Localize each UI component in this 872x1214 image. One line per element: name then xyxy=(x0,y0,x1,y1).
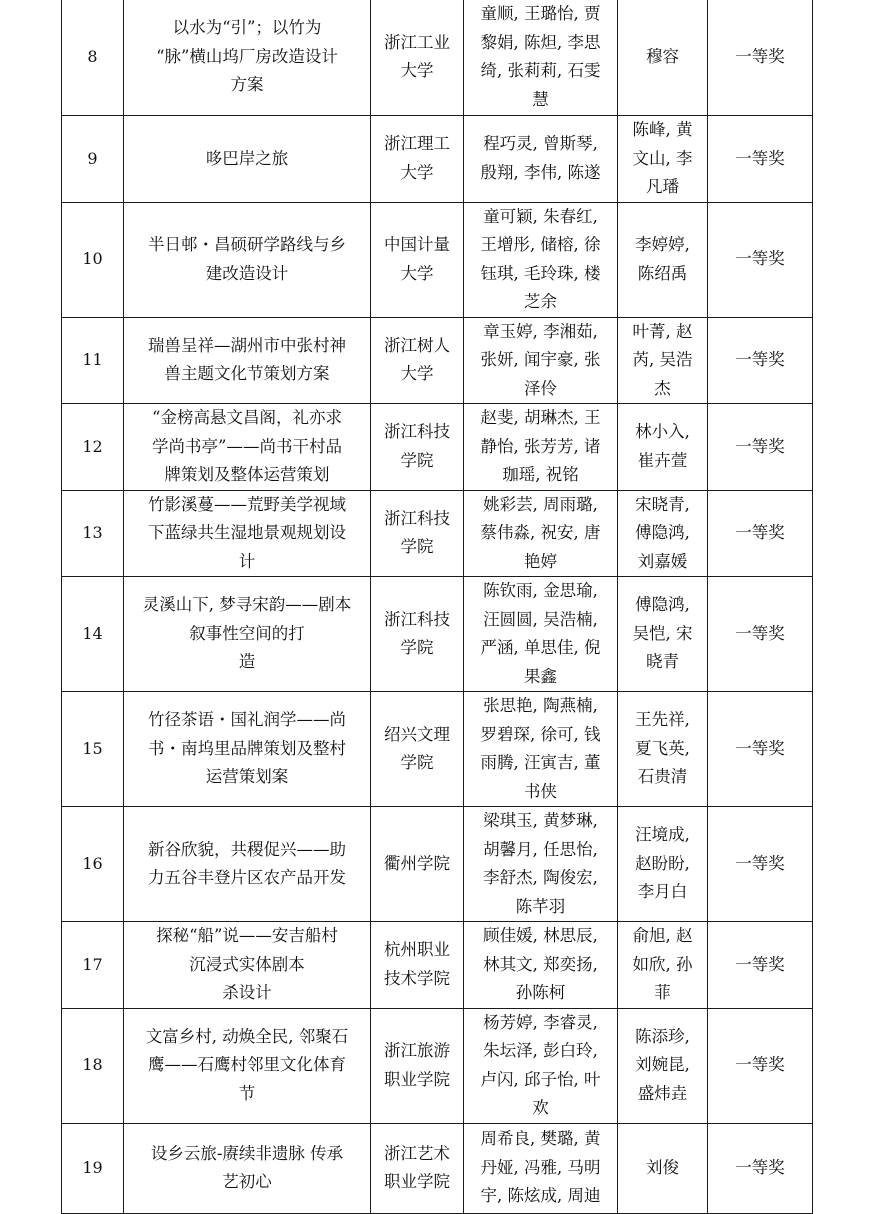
team-members-line: 顾佳媛, 林思辰, xyxy=(483,926,598,945)
advisor-teachers-cell xyxy=(618,577,708,692)
project-title-line: 叙事性空间的打 xyxy=(189,623,305,643)
award-level-cell: 一等奖 xyxy=(708,202,813,317)
advisor-teachers-line: 文山, 李 xyxy=(632,148,693,168)
team-members-line: 宇, 陈炫成, 周迪 xyxy=(480,1186,601,1206)
serial-number-cell: 15 xyxy=(62,692,124,807)
team-members-line: 朱坛泽, 彭白玲, xyxy=(483,1041,598,1060)
team-members-line: 陈芊羽 xyxy=(515,896,566,916)
serial-number-cell: 19 xyxy=(62,1123,124,1213)
award-level-cell: 一等奖 xyxy=(708,807,813,922)
team-members-line: 泽伶 xyxy=(524,378,557,398)
advisor-teachers-cell xyxy=(618,807,708,922)
school-line: 浙江科技 xyxy=(384,609,450,629)
team-members-line: 童顺, 王璐怡, 贾 xyxy=(480,4,601,23)
project-title-cell xyxy=(124,317,371,404)
project-title-line: “脉”横山坞厂房改造设计 xyxy=(156,46,338,66)
serial-number-cell: 13 xyxy=(62,490,124,577)
team-members-cell xyxy=(464,317,618,404)
team-members-line: 李舒杰, 陶俊宏, xyxy=(483,868,598,887)
advisor-teachers-cell xyxy=(618,1123,708,1213)
project-title-line: 造 xyxy=(238,652,256,672)
table-row xyxy=(62,577,813,692)
advisor-teachers-cell xyxy=(618,404,708,491)
project-title-cell xyxy=(124,490,371,577)
advisor-teachers-line: 芮, 吴浩 xyxy=(632,350,693,369)
award-level-cell: 一等奖 xyxy=(708,116,813,203)
school-cell xyxy=(371,317,464,404)
project-title-cell xyxy=(124,0,371,116)
team-members-line: 芝余 xyxy=(524,292,557,311)
team-members-line: 雨腾, 汪寅吉, 董 xyxy=(480,753,601,772)
advisor-teachers-cell xyxy=(618,1008,708,1123)
school-line: 技术学院 xyxy=(384,968,450,988)
team-members-line: 钰琪, 毛玲珠, 楼 xyxy=(480,263,601,283)
advisor-teachers-cell xyxy=(618,692,708,807)
team-members-line: 丹娅, 冯雅, 马明 xyxy=(480,1157,601,1177)
school-line: 浙江科技 xyxy=(384,422,450,442)
table-row xyxy=(62,922,813,1009)
advisor-teachers-line: 穆容 xyxy=(646,46,679,66)
advisor-teachers-line: 王先祥, xyxy=(635,710,690,730)
project-title-cell xyxy=(124,922,371,1009)
serial-number-cell: 18 xyxy=(62,1008,124,1123)
award-level-cell: 一等奖 xyxy=(708,0,813,116)
advisor-teachers-cell xyxy=(618,202,708,317)
advisor-teachers-line: 凡璠 xyxy=(646,177,679,196)
school-line: 杭州职业 xyxy=(384,940,450,960)
team-members-cell xyxy=(464,202,618,317)
team-members-cell xyxy=(464,922,618,1009)
advisor-teachers-line: 李婷婷, xyxy=(635,235,690,254)
project-title-cell xyxy=(124,807,371,922)
team-members-cell xyxy=(464,1123,618,1213)
serial-number-cell: 12 xyxy=(62,404,124,491)
project-title-cell xyxy=(124,1123,371,1213)
school-cell xyxy=(371,116,464,203)
table-row xyxy=(62,807,813,922)
advisor-teachers-line: 宋晓青, xyxy=(635,494,690,514)
table-row xyxy=(62,0,813,116)
project-title-line: 建改造设计 xyxy=(205,263,289,283)
school-cell xyxy=(371,202,464,317)
school-cell xyxy=(371,490,464,577)
advisor-teachers-line: 杰 xyxy=(654,378,671,398)
serial-number-cell: 17 xyxy=(62,922,124,1009)
school-line: 浙江树人 xyxy=(384,335,450,355)
team-members-line: 汪圆圆, 吴浩楠, xyxy=(483,609,598,629)
award-level-cell: 一等奖 xyxy=(708,1123,813,1213)
serial-number-cell: 11 xyxy=(62,317,124,404)
team-members-line: 书侠 xyxy=(524,781,557,801)
school-line: 大学 xyxy=(400,364,434,384)
award-level-cell: 一等奖 xyxy=(708,922,813,1009)
table-row xyxy=(62,404,813,491)
team-members-line: 果鑫 xyxy=(524,666,557,686)
team-members-line: 蔡伟淼, 祝安, 唐 xyxy=(480,523,601,542)
advisor-teachers-line: 盛炜垚 xyxy=(637,1083,688,1103)
table-row xyxy=(62,692,813,807)
school-cell xyxy=(371,577,464,692)
team-members-line: 赵斐, 胡琳杰, 王 xyxy=(480,408,601,427)
school-cell xyxy=(371,922,464,1009)
award-level-cell: 一等奖 xyxy=(708,490,813,577)
table-row xyxy=(62,490,813,577)
team-members-line: 林其文, 郑奕扬, xyxy=(483,954,598,974)
project-title-line: 哆巴岸之旅 xyxy=(205,148,289,168)
team-members-line: 章玉婷, 李湘茹, xyxy=(483,321,598,341)
project-title-line: 鹰——石鹰村邻里文化体育 xyxy=(148,1055,346,1075)
team-members-cell xyxy=(464,1008,618,1123)
team-members-line: 绮, 张莉莉, 石雯 xyxy=(480,61,601,80)
advisor-teachers-line: 刘嘉媛 xyxy=(637,551,688,571)
team-members-line: 杨芳婷, 李睿灵, xyxy=(483,1012,598,1032)
advisor-teachers-cell xyxy=(618,0,708,116)
school-line: 浙江旅游 xyxy=(384,1041,450,1060)
team-members-line: 童可颖, 朱春红, xyxy=(483,206,598,226)
table-row xyxy=(62,116,813,203)
school-cell xyxy=(371,404,464,491)
team-members-line: 欢 xyxy=(532,1098,549,1117)
project-title-line: 计 xyxy=(238,551,256,571)
advisor-teachers-line: 傅隐鸿, xyxy=(635,595,690,615)
team-members-cell xyxy=(464,404,618,491)
team-members-line: 罗碧琛, 徐可, 钱 xyxy=(480,724,601,744)
project-title-cell xyxy=(124,577,371,692)
advisor-teachers-line: 如欣, 孙 xyxy=(632,954,693,974)
school-line: 学院 xyxy=(400,753,434,772)
project-title-line: 探秘“船”说——安吉船村 xyxy=(156,926,338,945)
school-line: 大学 xyxy=(400,263,434,283)
advisor-teachers-cell xyxy=(618,922,708,1009)
table-row xyxy=(62,1008,813,1123)
school-line: 绍兴文理 xyxy=(384,724,450,744)
school-line: 大学 xyxy=(400,162,434,182)
school-line: 大学 xyxy=(400,61,434,80)
team-members-line: 胡馨月, 任思怡, xyxy=(483,839,598,859)
team-members-cell xyxy=(464,807,618,922)
advisor-teachers-line: 陈添珍, xyxy=(635,1026,690,1046)
table-row xyxy=(62,317,813,404)
school-cell xyxy=(371,1008,464,1123)
team-members-line: 程巧灵, 曾斯琴, xyxy=(483,134,598,154)
advisor-teachers-line: 陈峰, 黄 xyxy=(632,120,693,139)
project-title-line: 瑞兽呈祥—湖州市中张村神 xyxy=(148,335,346,355)
project-title-line: 以水为“引”；以竹为 xyxy=(172,18,322,38)
project-title-line: 竹径茶语・国礼润学——尚 xyxy=(148,710,346,730)
team-members-line: 严涵, 单思佳, 倪 xyxy=(480,638,601,657)
team-members-line: 艳婷 xyxy=(524,551,557,571)
project-title-cell xyxy=(124,1008,371,1123)
award-level-cell: 一等奖 xyxy=(708,1008,813,1123)
school-cell xyxy=(371,1123,464,1213)
team-members-line: 珈瑶, 祝铭 xyxy=(502,465,579,484)
school-line: 学院 xyxy=(400,638,434,657)
advisor-teachers-line: 汪境成, xyxy=(635,825,690,845)
project-title-line: 设乡云旅-赓续非遗脉 传承 xyxy=(150,1143,344,1163)
project-title-line: 书・南坞里品牌策划及整村 xyxy=(148,738,346,758)
project-title-line: 新谷欣貌，共稷促兴——助 xyxy=(148,839,346,859)
project-title-line: “金榜高悬文昌阁，礼亦求 xyxy=(152,408,342,427)
project-title-line: 艺初心 xyxy=(222,1172,272,1191)
advisor-teachers-line: 崔卉萱 xyxy=(637,450,688,470)
serial-number-cell: 10 xyxy=(62,202,124,317)
project-title-line: 节 xyxy=(238,1083,256,1103)
advisor-teachers-line: 傅隐鸿, xyxy=(635,523,690,542)
serial-number-cell: 8 xyxy=(62,0,124,116)
team-members-line: 殷翔, 李伟, 陈遂 xyxy=(480,162,601,182)
advisor-teachers-line: 李月白 xyxy=(637,882,688,902)
school-line: 职业学院 xyxy=(384,1069,450,1089)
school-line: 浙江工业 xyxy=(384,32,450,52)
team-members-cell xyxy=(464,692,618,807)
advisor-teachers-line: 吴恺, 宋 xyxy=(632,623,693,643)
advisor-teachers-line: 俞旭, 赵 xyxy=(632,926,693,945)
project-title-line: 方案 xyxy=(230,75,264,95)
team-members-line: 慧 xyxy=(532,89,549,109)
project-title-line: 运营策划案 xyxy=(205,767,289,787)
awards-table xyxy=(61,0,813,1214)
advisor-teachers-line: 赵盼盼, xyxy=(635,853,690,873)
project-title-cell xyxy=(124,404,371,491)
award-level-cell: 一等奖 xyxy=(708,692,813,807)
project-title-line: 灵溪山下, 梦寻宋韵——剧本 xyxy=(142,595,352,615)
team-members-line: 张思艳, 陶燕楠, xyxy=(483,696,598,715)
advisor-teachers-cell xyxy=(618,116,708,203)
team-members-line: 梁琪玉, 黄梦琳, xyxy=(483,811,598,830)
advisor-teachers-line: 叶菁, 赵 xyxy=(632,321,693,341)
team-members-cell xyxy=(464,116,618,203)
school-line: 中国计量 xyxy=(384,235,450,254)
team-members-line: 陈钦雨, 金思瑜, xyxy=(483,581,598,600)
project-title-cell xyxy=(124,692,371,807)
school-line: 衢州学院 xyxy=(384,853,450,873)
school-line: 学院 xyxy=(400,537,434,557)
advisor-teachers-line: 菲 xyxy=(654,983,671,1002)
project-title-line: 牌策划及整体运营策划 xyxy=(164,465,330,484)
advisor-teachers-line: 夏飞英, xyxy=(635,738,690,758)
serial-number-cell: 16 xyxy=(62,807,124,922)
team-members-cell xyxy=(464,0,618,116)
school-line: 浙江艺术 xyxy=(384,1143,450,1163)
advisor-teachers-cell xyxy=(618,317,708,404)
team-members-line: 张妍, 闻宇豪, 张 xyxy=(480,350,601,369)
awards-table-body xyxy=(62,0,813,1213)
team-members-line: 王增彤, 储榕, 徐 xyxy=(480,235,601,254)
project-title-line: 下蓝绿共生湿地景观规划设 xyxy=(148,523,346,542)
team-members-line: 周希良, 樊璐, 黄 xyxy=(480,1129,601,1149)
project-title-line: 学尚书亭”——尚书干村品 xyxy=(152,436,342,456)
team-members-line: 静怡, 张芳芳, 诸 xyxy=(480,436,601,456)
advisor-teachers-line: 石贵清 xyxy=(637,767,688,787)
advisor-teachers-line: 林小入, xyxy=(635,422,690,442)
advisor-teachers-cell xyxy=(618,490,708,577)
advisor-teachers-line: 刘婉昆, xyxy=(635,1055,690,1075)
school-line: 浙江理工 xyxy=(384,134,450,154)
serial-number-cell: 14 xyxy=(62,577,124,692)
school-line: 学院 xyxy=(400,450,434,470)
award-level-cell: 一等奖 xyxy=(708,317,813,404)
team-members-line: 姚彩芸, 周雨璐, xyxy=(483,494,598,514)
project-title-cell xyxy=(124,116,371,203)
serial-number-cell: 9 xyxy=(62,116,124,203)
project-title-cell xyxy=(124,202,371,317)
team-members-cell xyxy=(464,577,618,692)
project-title-line: 杀设计 xyxy=(222,983,272,1002)
project-title-line: 文富乡村, 动焕全民, 邻聚石 xyxy=(145,1026,349,1046)
project-title-line: 力五谷丰登片区农产品开发 xyxy=(148,868,346,887)
advisor-teachers-line: 陈绍禹 xyxy=(637,263,688,283)
project-title-line: 沉浸式实体剧本 xyxy=(189,954,305,974)
team-members-line: 孙陈柯 xyxy=(515,983,566,1002)
school-cell xyxy=(371,692,464,807)
team-members-cell xyxy=(464,490,618,577)
school-cell xyxy=(371,807,464,922)
project-title-line: 竹影溪蔓——荒野美学视域 xyxy=(148,494,346,514)
award-level-cell: 一等奖 xyxy=(708,577,813,692)
advisor-teachers-line: 刘俊 xyxy=(646,1157,679,1177)
project-title-line: 兽主题文化节策划方案 xyxy=(164,364,330,384)
table-row xyxy=(62,1123,813,1213)
project-title-line: 半日邨・昌硕研学路线与乡 xyxy=(148,235,346,254)
team-members-line: 卢闪, 邱子怡, 叶 xyxy=(480,1069,601,1089)
table-row xyxy=(62,202,813,317)
advisor-teachers-line: 晓青 xyxy=(646,652,679,672)
award-level-cell: 一等奖 xyxy=(708,404,813,491)
school-line: 浙江科技 xyxy=(384,508,450,528)
school-line: 职业学院 xyxy=(384,1172,450,1191)
school-cell xyxy=(371,0,464,116)
team-members-line: 黎娟, 陈炟, 李思 xyxy=(480,32,601,52)
